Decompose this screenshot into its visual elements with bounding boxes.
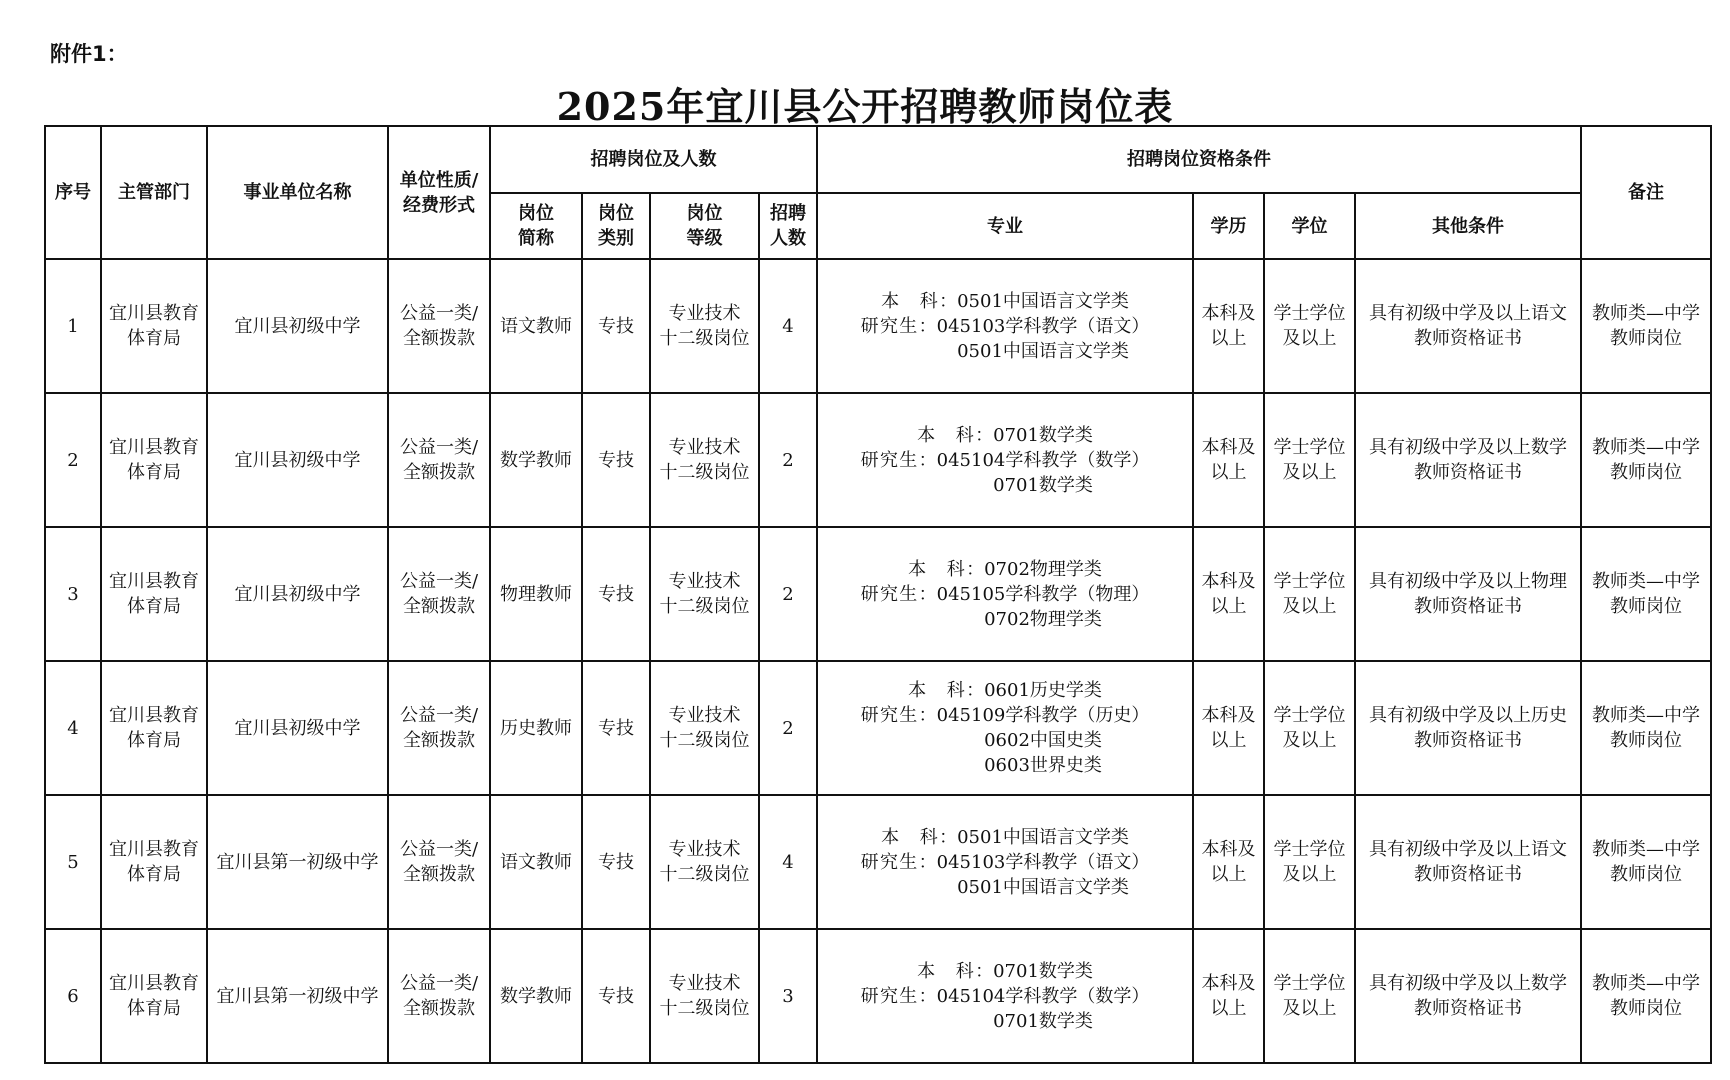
cell-type: 专技 — [582, 795, 650, 929]
cell-other-line1: 具有初级中学及以上语文 — [1369, 839, 1567, 860]
major-grad-extra — [820, 339, 1190, 364]
major-undergrad-line — [820, 423, 1190, 448]
cell-degree-line1: 学士学位 — [1273, 303, 1346, 324]
cell-remark-line1: 教师类—中学 — [1592, 973, 1700, 994]
major-grad-line — [820, 314, 1190, 339]
cell-seq: 5 — [45, 795, 101, 929]
cell-nature — [388, 929, 490, 1063]
major-grad-value: 045109学科教学（历史） — [936, 705, 1150, 726]
page-title: 2025年宜川县公开招聘教师岗位表 — [556, 84, 1174, 129]
cell-degree — [1264, 259, 1355, 393]
major-grad-line-extra — [820, 753, 1190, 778]
cell-degree — [1264, 795, 1355, 929]
major-grad-line — [820, 984, 1190, 1009]
cell-major — [817, 929, 1193, 1063]
major-undergrad-value: 0701数学类 — [993, 960, 1093, 982]
cell-dept — [101, 929, 207, 1063]
cell-nature-line1: 公益一类/ — [399, 839, 479, 860]
cell-type: 专技 — [582, 661, 650, 795]
cell-dept-line1: 宜川县教育 — [109, 437, 199, 458]
cell-count: 2 — [759, 527, 817, 661]
cell-nature-line1: 公益一类/ — [399, 303, 479, 324]
cell-remark — [1581, 661, 1711, 795]
header-post-level-line1: 岗位 — [686, 203, 723, 224]
cell-level-line1: 专业技术 — [668, 973, 741, 994]
header-unit-nature — [388, 126, 490, 259]
major-undergrad-label: 本 科： — [908, 680, 985, 701]
major-undergrad-value: 0702物理学类 — [984, 558, 1102, 580]
cell-other-line1: 具有初级中学及以上语文 — [1369, 303, 1567, 324]
cell-seq: 1 — [45, 259, 101, 393]
header-dept: 主管部门 — [101, 126, 207, 259]
cell-remark-line1: 教师类—中学 — [1592, 437, 1700, 458]
cell-level-line1: 专业技术 — [668, 303, 741, 324]
major-grad-line — [820, 582, 1190, 607]
major-undergrad-line — [820, 289, 1190, 314]
cell-other — [1355, 527, 1581, 661]
major-grad-value: 045104学科教学（数学） — [936, 449, 1150, 471]
cell-level — [650, 527, 759, 661]
cell-dept-line1: 宜川县教育 — [109, 839, 199, 860]
recruitment-table — [44, 125, 1712, 1064]
header-other: 其他条件 — [1355, 193, 1581, 259]
cell-education-line2: 以上 — [1210, 328, 1247, 349]
cell-other-line1: 具有初级中学及以上物理 — [1369, 571, 1567, 592]
header-post-name-line2: 简称 — [518, 228, 554, 249]
header-post-name-line1: 岗位 — [518, 203, 554, 224]
cell-other-line1: 具有初级中学及以上数学 — [1369, 973, 1567, 994]
major-grad-value: 045103学科教学（语文） — [936, 315, 1150, 337]
cell-level-line1: 专业技术 — [668, 437, 741, 458]
cell-level — [650, 661, 759, 795]
cell-type: 专技 — [582, 393, 650, 527]
cell-remark-line2: 教师岗位 — [1610, 998, 1682, 1019]
cell-nature-line2: 全额拨款 — [403, 328, 475, 349]
cell-post: 语文教师 — [490, 795, 582, 929]
major-grad-value: 045103学科教学（语文） — [936, 851, 1150, 873]
cell-dept-line1: 宜川县教育 — [109, 705, 199, 726]
cell-nature-line1: 公益一类/ — [399, 437, 479, 458]
major-grad-line — [820, 448, 1190, 473]
cell-count: 2 — [759, 393, 817, 527]
cell-education — [1193, 795, 1264, 929]
cell-level — [650, 393, 759, 527]
major-undergrad-line — [820, 959, 1190, 984]
cell-education-line1: 本科及 — [1201, 437, 1256, 458]
cell-dept — [101, 527, 207, 661]
cell-degree — [1264, 929, 1355, 1063]
cell-education-line2: 以上 — [1210, 462, 1247, 483]
major-grad-line-extra — [820, 728, 1190, 753]
cell-nature-line1: 公益一类/ — [399, 571, 479, 592]
cell-nature — [388, 259, 490, 393]
cell-dept — [101, 259, 207, 393]
cell-level-line1: 专业技术 — [668, 705, 741, 726]
cell-type: 专技 — [582, 929, 650, 1063]
cell-education — [1193, 929, 1264, 1063]
cell-level — [650, 929, 759, 1063]
cell-remark — [1581, 795, 1711, 929]
cell-other — [1355, 795, 1581, 929]
cell-degree — [1264, 527, 1355, 661]
major-grad-label: 研究生： — [860, 705, 937, 726]
major-grad-value: 0702物理学类 — [984, 608, 1102, 630]
major-grad-value: 0701数学类 — [993, 1010, 1093, 1032]
cell-degree-line2: 及以上 — [1282, 596, 1337, 617]
cell-post: 语文教师 — [490, 259, 582, 393]
cell-remark — [1581, 259, 1711, 393]
major-grad-line-extra — [820, 473, 1190, 498]
cell-education-line1: 本科及 — [1201, 571, 1256, 592]
cell-dept-line2: 体育局 — [127, 998, 181, 1019]
cell-remark-line1: 教师类—中学 — [1592, 705, 1700, 726]
cell-education-line2: 以上 — [1210, 730, 1247, 751]
cell-education-line1: 本科及 — [1201, 303, 1256, 324]
major-grad-value: 0603世界史类 — [984, 755, 1102, 776]
cell-other-line1: 具有初级中学及以上历史 — [1369, 705, 1567, 726]
cell-degree — [1264, 393, 1355, 527]
cell-dept-line1: 宜川县教育 — [109, 303, 199, 324]
major-undergrad-value: 0501中国语言文学类 — [957, 826, 1129, 848]
major-grad-line — [820, 850, 1190, 875]
cell-remark — [1581, 393, 1711, 527]
cell-dept — [101, 795, 207, 929]
cell-education — [1193, 259, 1264, 393]
cell-education-line1: 本科及 — [1201, 973, 1256, 994]
cell-seq: 3 — [45, 527, 101, 661]
major-grad-extra — [820, 1009, 1190, 1034]
cell-level-line1: 专业技术 — [668, 571, 741, 592]
cell-major — [817, 795, 1193, 929]
cell-nature-line2: 全额拨款 — [403, 596, 475, 617]
major-grad-value: 045104学科教学（数学） — [936, 985, 1150, 1007]
major-grad-label: 研究生： — [860, 315, 937, 337]
cell-degree-line2: 及以上 — [1282, 462, 1337, 483]
cell-major — [817, 527, 1193, 661]
header-post-name — [490, 193, 582, 259]
cell-nature-line2: 全额拨款 — [403, 998, 475, 1019]
cell-level-line2: 十二级岗位 — [659, 730, 750, 751]
major-undergrad-label: 本 科： — [917, 960, 994, 982]
cell-level — [650, 795, 759, 929]
cell-major — [817, 661, 1193, 795]
header-major: 专业 — [817, 193, 1193, 259]
cell-degree-line1: 学士学位 — [1273, 705, 1346, 726]
cell-dept — [101, 393, 207, 527]
major-grad-extra — [820, 607, 1190, 632]
cell-unit: 宜川县初级中学 — [207, 661, 388, 795]
cell-dept-line2: 体育局 — [127, 730, 181, 751]
cell-nature-line1: 公益一类/ — [399, 973, 479, 994]
cell-level-line2: 十二级岗位 — [659, 328, 750, 349]
cell-level — [650, 259, 759, 393]
cell-education — [1193, 527, 1264, 661]
cell-degree-line1: 学士学位 — [1273, 437, 1346, 458]
cell-other-line2: 教师资格证书 — [1414, 328, 1522, 349]
major-grad-value: 0602中国史类 — [984, 730, 1102, 751]
cell-degree-line1: 学士学位 — [1273, 839, 1346, 860]
header-degree: 学位 — [1264, 193, 1355, 259]
cell-nature-line1: 公益一类/ — [399, 705, 479, 726]
major-grad-value: 0701数学类 — [993, 474, 1093, 496]
cell-dept-line2: 体育局 — [127, 864, 181, 885]
header-row-1 — [45, 126, 1711, 193]
attachment-label: 附件1： — [50, 42, 128, 66]
major-grad-extra — [820, 728, 1190, 778]
cell-count: 3 — [759, 929, 817, 1063]
cell-type: 专技 — [582, 259, 650, 393]
cell-nature-line2: 全额拨款 — [403, 864, 475, 885]
cell-other — [1355, 393, 1581, 527]
header-remark: 备注 — [1581, 126, 1711, 259]
cell-count: 2 — [759, 661, 817, 795]
major-grad-value: 045105学科教学（物理） — [936, 583, 1150, 605]
cell-unit: 宜川县初级中学 — [207, 259, 388, 393]
cell-remark — [1581, 527, 1711, 661]
major-grad-line-extra — [820, 339, 1190, 364]
header-count — [759, 193, 817, 259]
major-undergrad-value: 0601历史学类 — [984, 680, 1102, 701]
cell-dept — [101, 661, 207, 795]
cell-education-line2: 以上 — [1210, 596, 1247, 617]
header-post-level-line2: 等级 — [686, 228, 723, 249]
major-grad-line-extra — [820, 607, 1190, 632]
cell-level-line2: 十二级岗位 — [659, 864, 750, 885]
cell-count: 4 — [759, 795, 817, 929]
cell-degree-line2: 及以上 — [1282, 730, 1337, 751]
major-undergrad-line — [820, 678, 1190, 703]
cell-degree — [1264, 661, 1355, 795]
cell-dept-line1: 宜川县教育 — [109, 973, 199, 994]
cell-degree-line2: 及以上 — [1282, 864, 1337, 885]
major-undergrad-value: 0701数学类 — [993, 424, 1093, 446]
cell-nature — [388, 661, 490, 795]
cell-education — [1193, 393, 1264, 527]
header-unit-name: 事业单位名称 — [207, 126, 388, 259]
header-seq: 序号 — [45, 126, 101, 259]
cell-other-line2: 教师资格证书 — [1414, 462, 1522, 483]
cell-other-line2: 教师资格证书 — [1414, 998, 1522, 1019]
cell-education-line2: 以上 — [1210, 998, 1247, 1019]
cell-post: 数学教师 — [490, 393, 582, 527]
major-grad-value: 0501中国语言文学类 — [957, 340, 1129, 362]
table-row — [45, 795, 1711, 929]
major-grad-line — [820, 703, 1190, 728]
cell-education-line1: 本科及 — [1201, 839, 1256, 860]
cell-remark-line2: 教师岗位 — [1610, 730, 1682, 751]
cell-unit: 宜川县初级中学 — [207, 393, 388, 527]
cell-major — [817, 393, 1193, 527]
cell-other-line2: 教师资格证书 — [1414, 730, 1522, 751]
cell-nature — [388, 527, 490, 661]
major-grad-label: 研究生： — [860, 851, 937, 873]
cell-dept-line2: 体育局 — [127, 596, 181, 617]
major-grad-line-extra — [820, 1009, 1190, 1034]
cell-degree-line2: 及以上 — [1282, 328, 1337, 349]
cell-remark-line1: 教师类—中学 — [1592, 303, 1700, 324]
table-row — [45, 393, 1711, 527]
cell-post: 数学教师 — [490, 929, 582, 1063]
cell-remark-line2: 教师岗位 — [1610, 596, 1682, 617]
header-post-type-line1: 岗位 — [598, 203, 634, 224]
cell-other-line2: 教师资格证书 — [1414, 864, 1522, 885]
cell-count: 4 — [759, 259, 817, 393]
major-undergrad-label: 本 科： — [881, 290, 958, 312]
cell-nature-line2: 全额拨款 — [403, 462, 475, 483]
cell-dept-line2: 体育局 — [127, 462, 181, 483]
major-grad-label: 研究生： — [860, 449, 937, 471]
header-qual-group: 招聘岗位资格条件 — [817, 126, 1581, 193]
cell-education-line1: 本科及 — [1201, 705, 1256, 726]
header-post-type-line2: 类别 — [598, 228, 634, 249]
cell-post: 物理教师 — [490, 527, 582, 661]
cell-degree-line2: 及以上 — [1282, 998, 1337, 1019]
cell-unit: 宜川县第一初级中学 — [207, 929, 388, 1063]
major-grad-label: 研究生： — [860, 985, 937, 1007]
cell-education-line2: 以上 — [1210, 864, 1247, 885]
cell-remark — [1581, 929, 1711, 1063]
header-count-line2: 人数 — [770, 228, 806, 249]
cell-remark-line2: 教师岗位 — [1610, 864, 1682, 885]
cell-seq: 4 — [45, 661, 101, 795]
cell-post: 历史教师 — [490, 661, 582, 795]
cell-other-line2: 教师资格证书 — [1414, 596, 1522, 617]
cell-remark-line2: 教师岗位 — [1610, 462, 1682, 483]
table-row — [45, 527, 1711, 661]
major-grad-extra — [820, 875, 1190, 900]
cell-seq: 6 — [45, 929, 101, 1063]
cell-education — [1193, 661, 1264, 795]
table-body — [45, 259, 1711, 1063]
major-grad-value: 0501中国语言文学类 — [957, 876, 1129, 898]
header-unit-nature-line1: 单位性质/ — [399, 169, 479, 191]
cell-other-line1: 具有初级中学及以上数学 — [1369, 437, 1567, 458]
cell-nature-line2: 全额拨款 — [403, 730, 475, 751]
cell-level-line2: 十二级岗位 — [659, 998, 750, 1019]
table-row — [45, 259, 1711, 393]
cell-unit: 宜川县初级中学 — [207, 527, 388, 661]
cell-other — [1355, 259, 1581, 393]
cell-level-line2: 十二级岗位 — [659, 462, 750, 483]
major-undergrad-label: 本 科： — [908, 558, 985, 580]
major-undergrad-label: 本 科： — [881, 826, 958, 848]
cell-type: 专技 — [582, 527, 650, 661]
major-grad-extra — [820, 473, 1190, 498]
cell-nature — [388, 393, 490, 527]
cell-nature — [388, 795, 490, 929]
header-count-line1: 招聘 — [770, 203, 806, 224]
cell-other — [1355, 929, 1581, 1063]
major-undergrad-value: 0501中国语言文学类 — [957, 290, 1129, 312]
cell-remark-line1: 教师类—中学 — [1592, 839, 1700, 860]
cell-level-line2: 十二级岗位 — [659, 596, 750, 617]
table-row — [45, 661, 1711, 795]
cell-major — [817, 259, 1193, 393]
header-education: 学历 — [1193, 193, 1264, 259]
major-undergrad-line — [820, 557, 1190, 582]
cell-other — [1355, 661, 1581, 795]
cell-remark-line1: 教师类—中学 — [1592, 571, 1700, 592]
major-grad-line-extra — [820, 875, 1190, 900]
cell-degree-line1: 学士学位 — [1273, 571, 1346, 592]
major-undergrad-line — [820, 825, 1190, 850]
header-post-group: 招聘岗位及人数 — [490, 126, 817, 193]
major-undergrad-label: 本 科： — [917, 424, 994, 446]
header-post-level — [650, 193, 759, 259]
cell-dept-line2: 体育局 — [127, 328, 181, 349]
cell-remark-line2: 教师岗位 — [1610, 328, 1682, 349]
cell-dept-line1: 宜川县教育 — [109, 571, 199, 592]
cell-unit: 宜川县第一初级中学 — [207, 795, 388, 929]
header-unit-nature-line2: 经费形式 — [403, 194, 475, 216]
table-row — [45, 929, 1711, 1063]
cell-level-line1: 专业技术 — [668, 839, 741, 860]
cell-degree-line1: 学士学位 — [1273, 973, 1346, 994]
major-grad-label: 研究生： — [860, 583, 937, 605]
header-post-type — [582, 193, 650, 259]
cell-seq: 2 — [45, 393, 101, 527]
